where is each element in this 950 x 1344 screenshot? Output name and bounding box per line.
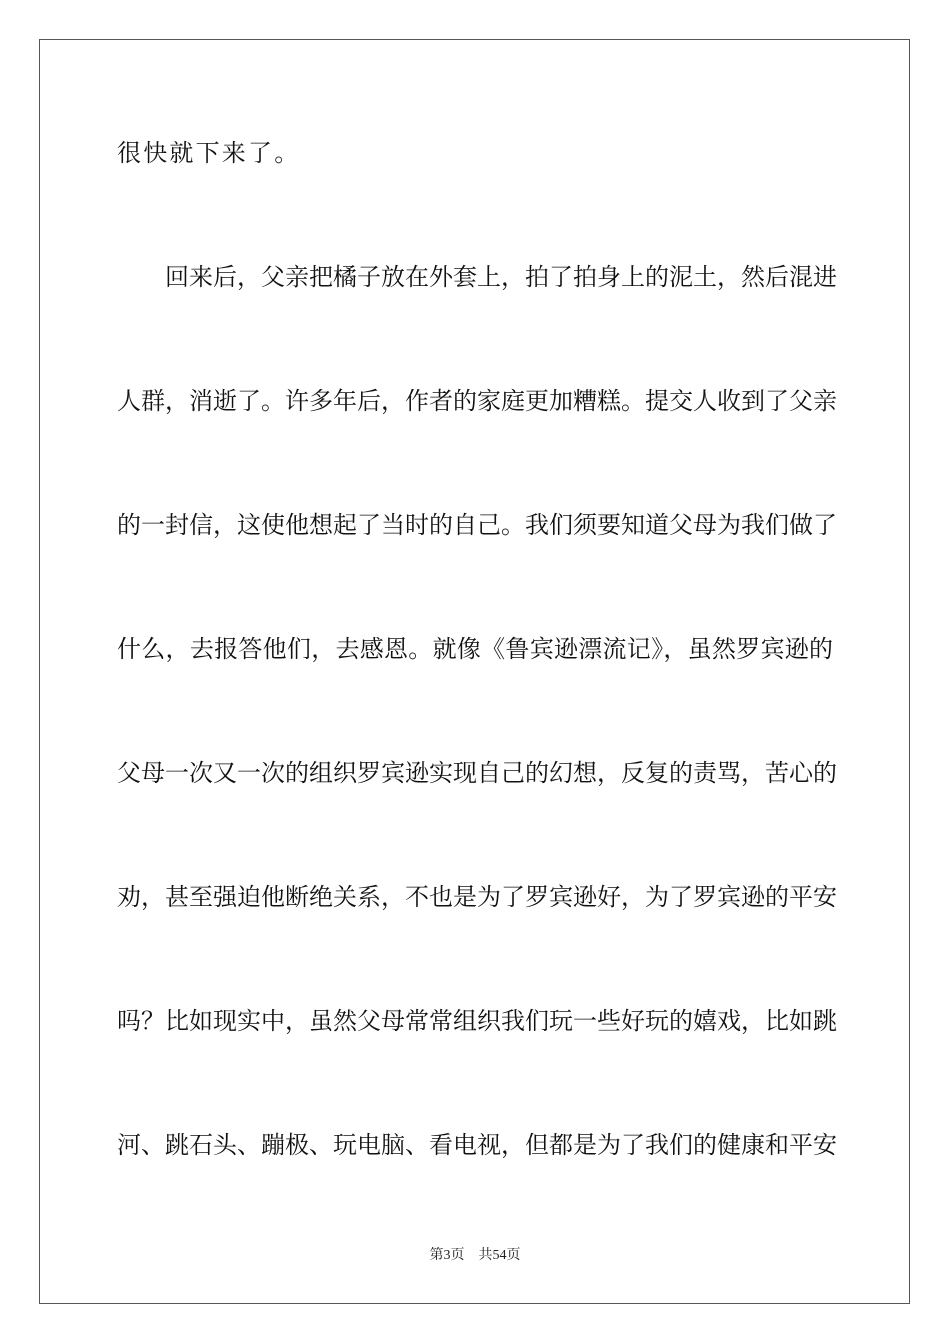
page-frame [39,39,910,1304]
page-footer [0,1246,950,1266]
page-number: 第3页 [429,1248,465,1263]
paragraph-line: 吗？比如现实中，虽然父母常常组织我们玩一些好玩的嬉戏，比如跳 [117,1007,837,1035]
page-total: 共54页 [478,1248,521,1263]
paragraph-line: 父母一次又一次的组织罗宾逊实现自己的幻想，反复的责骂，苦心的 [117,759,837,787]
paragraph-line: 的一封信，这使他想起了当时的自己。我们须要知道父母为我们做了 [117,511,837,539]
paragraph-line: 河、跳石头、蹦极、玩电脑、看电视，但都是为了我们的健康和平安 [117,1131,837,1159]
paragraph-line: 什么，去报答他们，去感恩。就像《鲁宾逊漂流记》，虽然罗宾逊的 [117,635,833,663]
paragraph-line: 人群，消逝了。许多年后，作者的家庭更加糟糕。提交人收到了父亲 [117,387,837,415]
paragraph-line: 很快就下来了。 [117,139,301,167]
paragraph-line: 劝，甚至强迫他断绝关系，不也是为了罗宾逊好，为了罗宾逊的平安 [117,883,837,911]
paragraph-line: 回来后，父亲把橘子放在外套上，拍了拍身上的泥土，然后混进 [165,263,837,291]
